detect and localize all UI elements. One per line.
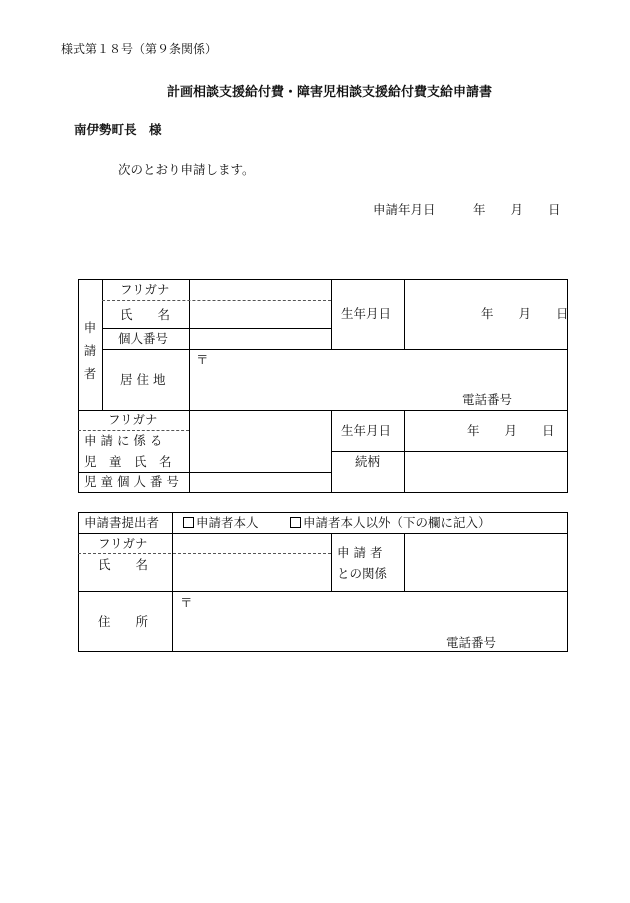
relationship-label: 続柄: [355, 454, 381, 469]
residence-label: 居 住 地: [120, 372, 166, 387]
checkbox-other-icon[interactable]: [290, 517, 301, 528]
applicant-section-text: 申請者: [83, 320, 97, 381]
individual-number-label: 個人番号: [118, 331, 169, 346]
submitter-phone-label: 電話番号: [446, 635, 497, 650]
addressee: 南伊勢町長 様: [74, 122, 162, 137]
option-other[interactable]: [290, 517, 491, 530]
submitter-furigana-label: フリガナ: [98, 536, 148, 551]
form-title: 計画相談支援給付費・障害児相談支援給付費支給申請書: [167, 85, 493, 100]
applicant-section-label: [83, 316, 97, 385]
child-name-label-line2: 児 童 氏 名: [84, 454, 172, 469]
submitter-postal-mark: 〒: [180, 595, 193, 610]
child-furigana-label: フリガナ: [108, 412, 158, 427]
phone-label: 電話番号: [462, 392, 513, 407]
child-birthdate-fields: 年 月 日: [467, 423, 555, 438]
submitter-label: 申請書提出者: [84, 515, 160, 530]
intro-text: 次のとおり申請します。: [118, 162, 255, 177]
option-other-label: 申請者本人以外（下の欄に記入）: [303, 515, 491, 530]
child-birthdate-label: 生年月日: [341, 423, 392, 438]
postal-mark: 〒: [196, 352, 209, 367]
checkbox-self-icon[interactable]: [183, 517, 194, 528]
option-self[interactable]: [183, 517, 259, 530]
birthdate-label: 生年月日: [341, 306, 392, 321]
relation-label-line2: との関係: [337, 566, 388, 581]
child-name-label-line1: 申 請 に 係 る: [84, 433, 163, 448]
form-number: 様式第１８号（第９条関係）: [61, 42, 218, 56]
name-label: 氏 名: [120, 307, 171, 322]
relation-label-line1: 申 請 者: [337, 545, 383, 560]
birthdate-fields: 年 月 日: [481, 306, 569, 321]
submitter-address-label: 住 所: [98, 614, 149, 629]
application-date-line: 申請年月日 年 月 日: [373, 202, 561, 217]
furigana-label: フリガナ: [120, 282, 170, 297]
option-self-label: 申請者本人: [196, 515, 259, 530]
child-individual-number-label: 児 童 個 人 番 号: [84, 474, 179, 489]
submitter-name-label: 氏 名: [98, 557, 149, 572]
